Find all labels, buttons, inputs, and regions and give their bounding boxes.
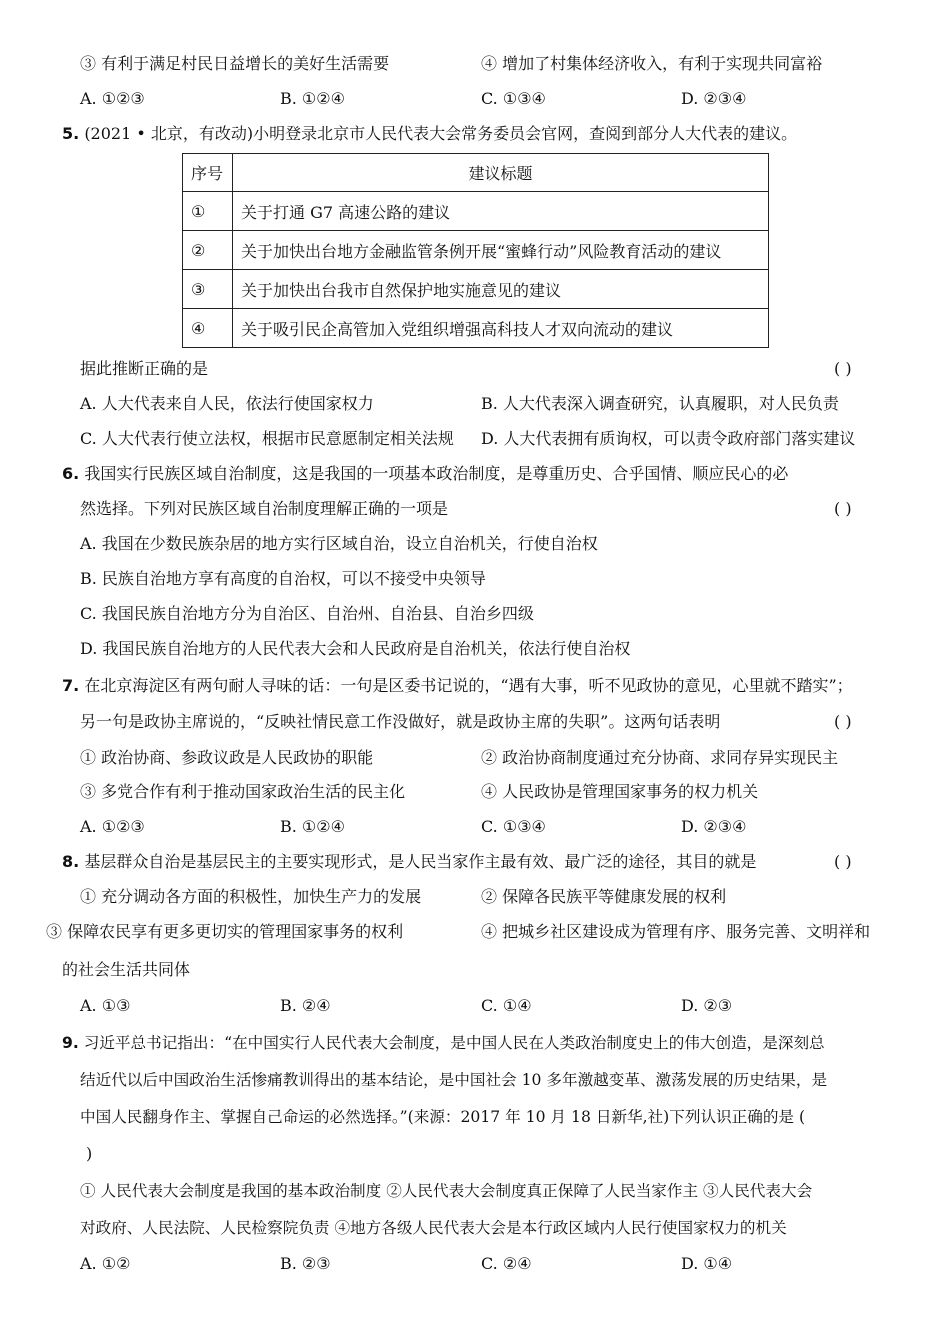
table-header-title: 建议标题 (233, 154, 769, 192)
table-cell-title: 关于加快出台我市自然保护地实施意见的建议 (233, 270, 769, 309)
q9-choice-b: B. ②③ (280, 1254, 331, 1273)
q5-choice-c: C. 人大代表行使立法权，根据市民意愿制定相关法规 (80, 429, 454, 448)
q8-option-4-line2: 的社会生活共同体 (62, 960, 191, 979)
q8-stem (62, 852, 756, 872)
q7-number: 7. (62, 676, 80, 695)
q4-choice-d: D. ②③④ (681, 89, 747, 108)
table-cell-title: 关于打通 G7 高速公路的建议 (233, 192, 769, 231)
q5-choice-a: A. 人大代表来自人民，依法行使国家权力 (80, 394, 374, 413)
q9-stem-line3: 中国人民翻身作主、掌握自己命运的必然选择。”(来源：2017 年 10 月 18 日新华,社)下列认识正确的是 ( (80, 1108, 806, 1126)
q7-answer-paren: ( ) (834, 712, 852, 731)
q9-choice-a: A. ①② (80, 1254, 131, 1273)
q8-choice-b: B. ②④ (280, 996, 331, 1015)
table-row (183, 231, 769, 270)
q9-options-line1: ① 人民代表大会制度是我国的基本政治制度 ②人民代表大会制度真正保障了人民当家作主 ③人民代表大会 (80, 1182, 813, 1200)
q7-choice-d: D. ②③④ (681, 817, 747, 836)
table-cell-index: ③ (183, 270, 233, 309)
q4-option-3: ③ 有利于满足村民日益增长的美好生活需要 (80, 54, 390, 73)
q8-option-2: ② 保障各民族平等健康发展的权利 (481, 887, 727, 906)
q7-option-2: ② 政治协商制度通过充分协商、求同存异实现民主 (481, 748, 839, 767)
q5-number: 5. (62, 124, 80, 143)
q8-answer-paren: ( ) (834, 852, 852, 871)
table-header-row (183, 154, 769, 192)
table-row (183, 270, 769, 309)
suggestion-table (182, 153, 769, 348)
q5-choice-d: D. 人大代表拥有质询权，可以责令政府部门落实建议 (481, 429, 856, 448)
q7-option-4: ④ 人民政协是管理国家事务的权力机关 (481, 782, 759, 801)
q8-option-4-line1: ④ 把城乡社区建设成为管理有序、服务完善、文明祥和 (481, 922, 871, 941)
table-cell-index: ② (183, 231, 233, 270)
q9-options-line2: 对政府、人民法院、人民检察院负责 ④地方各级人民代表大会是本行政区域内人民行使国家权力的机关 (80, 1219, 787, 1237)
q9-choice-c: C. ②④ (481, 1254, 532, 1273)
q6-stem-line1 (62, 464, 788, 484)
q5-question: 据此推断正确的是 (80, 359, 209, 378)
q7-stem-text: 在北京海淀区有两句耐人寻味的话：一句是区委书记说的，“遇有大事，听不见政协的意见，心里就不踏实”； (84, 676, 853, 695)
q4-option-4: ④ 增加了村集体经济收入，有利于实现共同富裕 (481, 54, 823, 73)
q7-stem-line1 (62, 676, 853, 696)
q5-answer-paren: ( ) (834, 359, 852, 378)
q5-stem (62, 124, 797, 144)
q7-option-1: ① 政治协商、参政议政是人民政协的职能 (80, 748, 374, 767)
q7-choice-a: A. ①②③ (80, 817, 145, 836)
q6-choice-d: D. 我国民族自治地方的人民代表大会和人民政府是自治机关，依法行使自治权 (80, 639, 631, 658)
q9-number: 9. (62, 1034, 79, 1052)
q8-option-1: ① 充分调动各方面的积极性，加快生产力的发展 (80, 887, 422, 906)
q9-stem-text: 习近平总书记指出：“在中国实行人民代表大会制度，是中国人民在人类政治制度史上的伟大创造，是深刻总 (83, 1034, 825, 1052)
q6-stem-text: 我国实行民族区域自治制度，这是我国的一项基本政治制度，是尊重历史、合乎国情、顺应民心的必 (84, 464, 789, 483)
q8-choice-c: C. ①④ (481, 996, 532, 1015)
q4-choice-b: B. ①②④ (280, 89, 345, 108)
q9-stem-line4: ) (86, 1144, 93, 1163)
q6-stem-line2: 然选择。下列对民族区域自治制度理解正确的一项是 (80, 499, 449, 518)
q8-option-3: ③ 保障农民享有更多更切实的管理国家事务的权利 (46, 922, 404, 941)
q8-choice-a: A. ①③ (80, 996, 131, 1015)
q4-choice-a: A. ①②③ (80, 89, 145, 108)
table-cell-index: ④ (183, 309, 233, 348)
q7-option-3: ③ 多党合作有利于推动国家政治生活的民主化 (80, 782, 406, 801)
q6-number: 6. (62, 464, 80, 483)
table-row (183, 192, 769, 231)
q8-number: 8. (62, 852, 80, 871)
table-row (183, 309, 769, 348)
q9-stem-line1 (62, 1033, 825, 1053)
table-cell-title: 关于吸引民企高管加入党组织增强高科技人才双向流动的建议 (233, 309, 769, 348)
q7-choice-b: B. ①②④ (280, 817, 345, 836)
q7-stem-line2: 另一句是政协主席说的，“反映社情民意工作没做好，就是政协主席的失职”。这两句话表明 (80, 712, 721, 731)
q6-choice-c: C. 我国民族自治地方分为自治区、自治州、自治县、自治乡四级 (80, 604, 534, 623)
q5-choice-b: B. 人大代表深入调查研究，认真履职，对人民负责 (481, 394, 839, 413)
table-cell-title: 关于加快出台地方金融监管条例开展“蜜蜂行动”风险教育活动的建议 (233, 231, 769, 270)
q8-choice-d: D. ②③ (681, 996, 733, 1015)
q7-choice-c: C. ①③④ (481, 817, 546, 836)
q6-choice-a: A. 我国在少数民族杂居的地方实行区域自治，设立自治机关，行使自治权 (80, 534, 598, 553)
q6-choice-b: B. 民族自治地方享有高度的自治权，可以不接受中央领导 (80, 569, 486, 588)
q5-stem-text: (2021 • 北京，有改动)小明登录北京市人民代表大会常务委员会官网，查阅到部分人大代表的建议。 (84, 124, 798, 143)
q9-choice-d: D. ①④ (681, 1254, 733, 1273)
q8-stem-text: 基层群众自治是基层民主的主要实现形式，是人民当家作主最有效、最广泛的途径，其目的就是 (84, 852, 757, 871)
q6-answer-paren: ( ) (834, 499, 852, 518)
table-cell-index: ① (183, 192, 233, 231)
q9-stem-line2: 结近代以后中国政治生活惨痛教训得出的基本结论，是中国社会 10 多年激越变革、激荡发展的历史结果，是 (80, 1071, 828, 1089)
q4-choice-c: C. ①③④ (481, 89, 546, 108)
table-header-index: 序号 (183, 154, 233, 192)
